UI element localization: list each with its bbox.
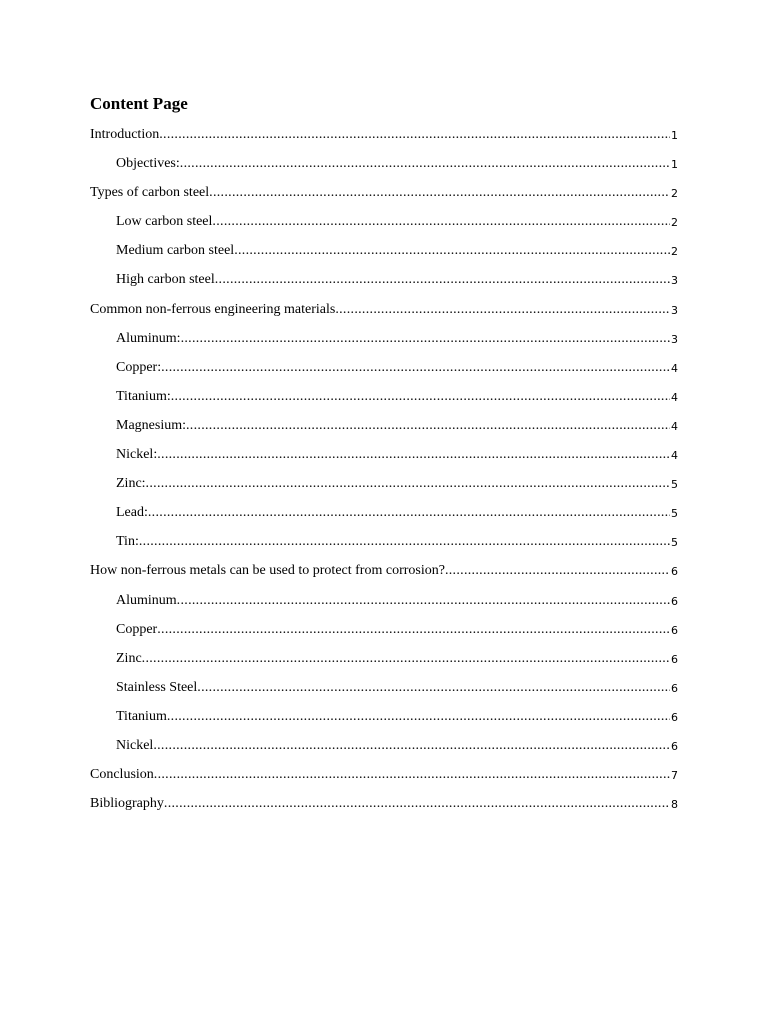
toc-dot-leader: [157, 619, 670, 641]
toc-entry[interactable]: [90, 357, 678, 386]
toc-entry-label: Zinc:: [116, 473, 146, 495]
toc-entry[interactable]: [90, 299, 678, 328]
toc-entry[interactable]: [90, 211, 678, 240]
toc-entry[interactable]: [90, 444, 678, 473]
toc-entry-label: Bibliography: [90, 793, 164, 815]
page-title: Content Page: [90, 94, 188, 113]
toc-dot-leader: [153, 735, 670, 757]
toc-dot-leader: [186, 415, 670, 437]
toc-page-number: 4: [671, 390, 678, 404]
toc-entry-label: Types of carbon steel: [90, 182, 209, 204]
toc-entry[interactable]: [90, 182, 678, 211]
toc-page-number: 4: [671, 449, 678, 463]
toc-dot-leader: [171, 386, 670, 408]
toc-dot-leader: [167, 706, 670, 728]
toc-entry-label: Lead:: [116, 502, 148, 524]
toc-page-number: 6: [671, 623, 678, 637]
toc-dot-leader: [180, 153, 670, 175]
toc-page-number: 3: [671, 303, 678, 317]
toc-entry-label: Copper:: [116, 357, 161, 379]
toc-page-number: 7: [671, 769, 678, 783]
toc-entry[interactable]: [90, 560, 678, 589]
toc-entry[interactable]: [90, 415, 678, 444]
toc-page-number: 6: [671, 739, 678, 753]
toc-entry-label: Low carbon steel: [116, 211, 212, 233]
toc-entry-label: Aluminum: [116, 590, 177, 612]
toc-page-number: 6: [671, 594, 678, 608]
toc-entry-label: Copper: [116, 619, 157, 641]
toc-entry-label: Medium carbon steel: [116, 240, 234, 262]
toc-entry[interactable]: [90, 648, 678, 677]
toc-page-number: 3: [671, 332, 678, 346]
toc-page-number: 5: [671, 536, 678, 550]
toc-entry[interactable]: [90, 473, 678, 502]
toc-page-number: 4: [671, 419, 678, 433]
toc-page-number: 6: [671, 710, 678, 724]
toc-entry-label: Titanium:: [116, 386, 171, 408]
toc-entry-label: How non-ferrous metals can be used to protect from corrosion?: [90, 560, 445, 582]
toc-page-number: 2: [671, 245, 678, 259]
toc-page-number: 3: [671, 274, 678, 288]
toc-dot-leader: [146, 473, 670, 495]
toc-page-number: 5: [671, 507, 678, 521]
toc-entry[interactable]: [90, 269, 678, 298]
toc-entry-label: Titanium: [116, 706, 167, 728]
toc-dot-leader: [157, 444, 670, 466]
table-of-contents: [90, 124, 678, 822]
toc-entry-label: Stainless Steel: [116, 677, 197, 699]
toc-entry[interactable]: [90, 153, 678, 182]
toc-entry[interactable]: [90, 240, 678, 269]
toc-dot-leader: [154, 764, 670, 786]
toc-entry[interactable]: [90, 531, 678, 560]
toc-dot-leader: [142, 648, 670, 670]
toc-dot-leader: [148, 502, 670, 524]
toc-entry[interactable]: [90, 328, 678, 357]
toc-dot-leader: [234, 240, 670, 262]
toc-page-number: 1: [671, 129, 678, 142]
toc-entry-label: Objectives:: [116, 153, 180, 175]
toc-entry[interactable]: [90, 386, 678, 415]
toc-entry[interactable]: [90, 764, 678, 793]
toc-entry[interactable]: [90, 677, 678, 706]
toc-dot-leader: [445, 560, 670, 582]
toc-page-number: 6: [671, 681, 678, 695]
toc-entry-label: Tin:: [116, 531, 139, 553]
toc-dot-leader: [335, 299, 670, 321]
toc-dot-leader: [139, 531, 670, 553]
toc-entry-label: Nickel: [116, 735, 153, 757]
toc-entry-label: High carbon steel: [116, 269, 215, 291]
toc-page-number: 8: [671, 798, 678, 812]
toc-dot-leader: [197, 677, 670, 699]
toc-dot-leader: [215, 269, 670, 291]
toc-dot-leader: [181, 328, 670, 350]
toc-entry-label: Nickel:: [116, 444, 157, 466]
toc-entry[interactable]: [90, 706, 678, 735]
toc-entry[interactable]: [90, 124, 678, 153]
toc-dot-leader: [177, 590, 670, 612]
toc-entry-label: Magnesium:: [116, 415, 186, 437]
toc-entry[interactable]: [90, 735, 678, 764]
toc-entry[interactable]: [90, 502, 678, 531]
toc-page-number: 6: [671, 565, 678, 579]
toc-page-number: 4: [671, 361, 678, 375]
toc-page-number: 2: [671, 187, 678, 201]
toc-dot-leader: [164, 793, 670, 815]
toc-dot-leader: [212, 211, 670, 233]
toc-entry-label: Introduction: [90, 124, 159, 146]
toc-dot-leader: [161, 357, 670, 379]
toc-page-number: 2: [671, 216, 678, 230]
toc-entry-label: Zinc: [116, 648, 142, 670]
toc-entry[interactable]: [90, 793, 678, 822]
toc-entry-label: Common non-ferrous engineering materials: [90, 299, 335, 321]
toc-entry-label: Aluminum:: [116, 328, 181, 350]
toc-entry[interactable]: [90, 619, 678, 648]
toc-page-number: 1: [671, 158, 678, 172]
toc-dot-leader: [209, 182, 670, 204]
toc-entry[interactable]: [90, 590, 678, 619]
toc-page-number: 6: [671, 652, 678, 666]
toc-entry-label: Conclusion: [90, 764, 154, 786]
toc-dot-leader: [159, 124, 670, 146]
toc-page-number: 5: [671, 478, 678, 492]
